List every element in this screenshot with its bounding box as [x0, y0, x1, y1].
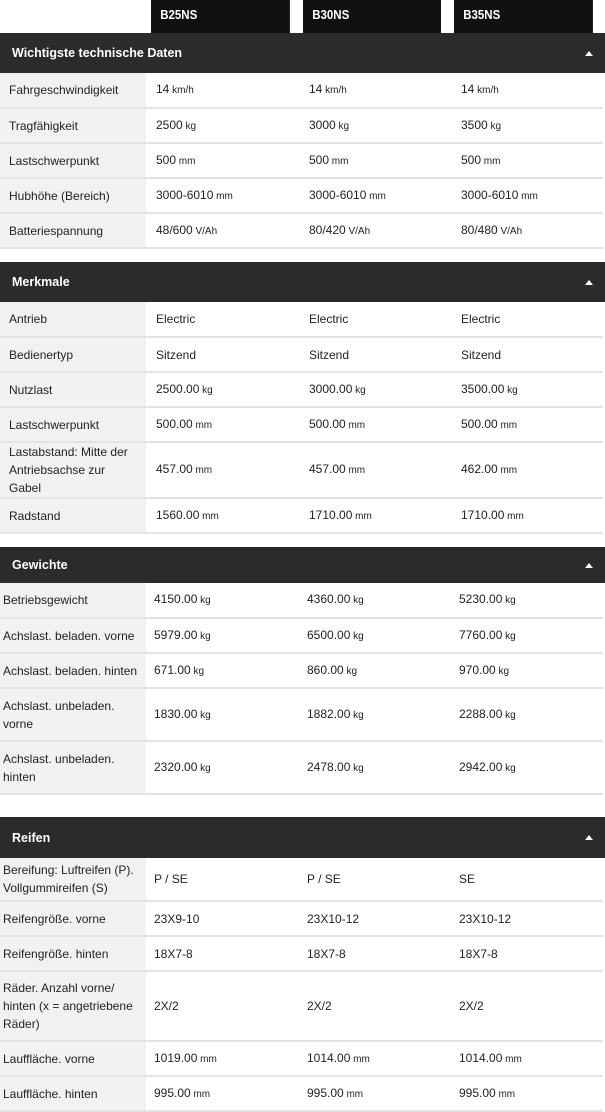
spec-value: [146, 936, 299, 971]
collapse-caret-icon[interactable]: [585, 51, 593, 56]
spec-value-number: 500.00: [156, 416, 193, 431]
section-title: Gewichte: [12, 558, 68, 572]
spec-label: Reifengröße. hinten: [0, 936, 146, 971]
spec-value-number: 1830.00: [154, 706, 198, 721]
spec-value-unit: kg: [350, 709, 364, 721]
spec-label: Radstand: [0, 498, 146, 533]
spec-value-unit: kg: [197, 595, 211, 606]
spec-value-unit: mm: [192, 419, 213, 431]
spec-value-number: SE: [459, 872, 476, 886]
spec-value: [299, 1041, 451, 1076]
spec-value-number: 500.00: [461, 416, 498, 431]
spec-row: [0, 688, 603, 741]
spec-value-number: P / SE: [154, 872, 188, 886]
spec-value: [451, 178, 603, 213]
spec-value: [451, 108, 603, 143]
spec-value: [451, 372, 603, 407]
model-header-row: [0, 0, 605, 33]
spec-value-number: 80/420: [309, 222, 346, 237]
spec-value-number: 7760.00: [459, 627, 503, 642]
spec-value: [299, 1076, 451, 1111]
spec-value: [146, 858, 299, 901]
spec-value-number: 970.00: [459, 662, 496, 677]
spec-value-number: 462.00: [461, 462, 498, 476]
spec-value-unit: kg: [502, 709, 516, 721]
spec-value-unit: V/Ah: [345, 225, 371, 237]
spec-value: [451, 442, 603, 498]
spec-value: [299, 372, 451, 407]
spec-value: [299, 936, 451, 971]
spec-value-number: 3000-6010: [156, 187, 214, 202]
spec-value: [146, 1076, 299, 1111]
spec-value: [299, 143, 451, 178]
model-column-header: B35NS: [454, 0, 593, 33]
spec-sections: [0, 33, 605, 1112]
spec-table: [0, 858, 603, 1112]
spec-value: [299, 858, 451, 901]
section-title: Merkmale: [12, 275, 70, 289]
spec-value-number: 1710.00: [309, 507, 353, 522]
spec-value-number: 671.00: [154, 662, 191, 677]
spec-table: [0, 583, 603, 795]
spec-value: [451, 618, 603, 653]
spec-value: [451, 971, 603, 1041]
spec-value-unit: mm: [343, 1088, 364, 1100]
spec-value-unit: mm: [495, 1088, 516, 1100]
spec-label: Betriebsgewicht: [0, 583, 146, 618]
spec-value: [146, 901, 299, 936]
spec-row: [0, 618, 603, 653]
spec-value-number: 48/600: [156, 222, 193, 237]
section-header[interactable]: [0, 262, 605, 302]
collapse-caret-icon[interactable]: [585, 563, 593, 568]
spec-row: [0, 407, 603, 442]
spec-row: [0, 73, 603, 108]
spec-row: [0, 302, 603, 337]
spec-row: [0, 583, 603, 618]
spec-value: [146, 337, 299, 372]
spec-value-number: 23X10-12: [307, 911, 360, 926]
spec-value-number: 3000: [309, 117, 336, 132]
spec-value-unit: kg: [197, 630, 211, 642]
spec-value-unit: mm: [350, 1053, 370, 1065]
spec-label: Fahrgeschwindigkeit: [0, 73, 146, 108]
spec-value-number: 18X7-8: [459, 946, 498, 961]
spec-label: Lastschwerpunkt: [0, 143, 146, 178]
spec-value-number: 18X7-8: [307, 946, 346, 961]
spec-value-number: 23X10-12: [459, 911, 512, 926]
spec-row: [0, 372, 603, 407]
model-column-header: B30NS: [303, 0, 441, 33]
spec-value: [299, 583, 451, 618]
spec-value-number: 2X/2: [459, 999, 484, 1013]
spec-value-unit: kg: [502, 595, 516, 606]
spec-value: [146, 73, 299, 108]
spec-label: Nutzlast: [0, 372, 146, 407]
spec-value: [299, 73, 451, 108]
spec-value: [451, 213, 603, 248]
spec-row: [0, 498, 603, 533]
spec-value-number: 3000.00: [309, 381, 353, 396]
spec-label: Achslast. unbeladen. vorne: [0, 688, 146, 741]
spec-value-number: 5979.00: [154, 627, 198, 642]
spec-label: Lastabstand: Mitte der Antriebsachse zur Gabel: [0, 442, 146, 498]
spec-row: [0, 213, 603, 248]
spec-value-unit: mm: [345, 465, 366, 476]
spec-label: Lauffläche. hinten: [0, 1076, 146, 1111]
spec-value-number: 14: [309, 82, 323, 96]
spec-value: [299, 108, 451, 143]
spec-value-number: 500: [156, 152, 177, 167]
spec-value: [451, 73, 603, 108]
spec-value-unit: mm: [481, 155, 501, 167]
spec-value: [299, 741, 451, 794]
spec-value-number: 2478.00: [307, 759, 351, 774]
spec-value-number: 3000-6010: [309, 187, 367, 202]
spec-value-number: 1014.00: [307, 1050, 351, 1065]
spec-value: [451, 407, 603, 442]
spec-value: [146, 688, 299, 741]
spec-row: [0, 1076, 603, 1111]
spec-value: [451, 653, 603, 688]
spec-value: [451, 143, 603, 178]
spec-value: [146, 971, 299, 1041]
spec-value: [299, 971, 451, 1041]
spec-label: Lastschwerpunkt: [0, 407, 146, 442]
spec-label: Lauffläche. vorne: [0, 1041, 146, 1076]
spec-value-unit: mm: [176, 155, 196, 167]
spec-value-number: 1014.00: [459, 1050, 503, 1065]
spec-value-number: 1710.00: [461, 507, 505, 522]
spec-value-number: 3000-6010: [461, 187, 519, 202]
spec-value: [146, 178, 299, 213]
spec-value-unit: mm: [504, 510, 524, 522]
spec-value-unit: km/h: [474, 85, 499, 96]
spec-value: [146, 143, 299, 178]
spec-row: [0, 936, 603, 971]
spec-row: [0, 442, 603, 498]
spec-value: [146, 741, 299, 794]
spec-value: [451, 936, 603, 971]
spec-row: [0, 901, 603, 936]
spec-value-unit: kg: [343, 665, 358, 677]
spec-value-unit: km/h: [169, 85, 194, 96]
spec-value-number: 14: [156, 82, 170, 96]
spec-label: Bedienertyp: [0, 337, 146, 372]
spec-table: [0, 302, 603, 534]
spec-value-number: 457.00: [156, 462, 193, 476]
spec-value-number: 18X7-8: [154, 946, 193, 961]
spec-value-unit: kg: [199, 384, 213, 396]
spec-value-number: Sitzend: [309, 347, 350, 362]
spec-value-number: 4150.00: [154, 592, 198, 606]
spec-value-number: 500: [461, 152, 482, 167]
spec-row: [0, 1041, 603, 1076]
spec-value-number: P / SE: [307, 872, 341, 886]
spec-value-unit: kg: [502, 630, 516, 642]
spec-row: [0, 741, 603, 794]
spec-value-number: 80/480: [461, 222, 498, 237]
spec-value: [299, 302, 451, 337]
spec-value: [299, 213, 451, 248]
spec-value-number: 2500: [156, 117, 183, 132]
spec-value: [146, 618, 299, 653]
spec-value: [146, 498, 299, 533]
spec-value-number: Sitzend: [156, 347, 197, 362]
spec-value: [299, 901, 451, 936]
spec-value: [299, 337, 451, 372]
spec-value-number: 1019.00: [154, 1050, 198, 1065]
spec-value-unit: km/h: [322, 85, 347, 96]
spec-value: [146, 302, 299, 337]
section-title: Reifen: [12, 831, 51, 845]
collapse-caret-icon[interactable]: [585, 280, 593, 285]
spec-value-unit: kg: [197, 709, 211, 721]
spec-value-number: 2500.00: [156, 381, 200, 396]
spec-label: Achslast. unbeladen. hinten: [0, 741, 146, 794]
spec-value-number: 4360.00: [307, 592, 351, 606]
spec-value-number: Sitzend: [461, 347, 502, 362]
spec-value-number: 457.00: [309, 462, 346, 476]
spec-row: [0, 653, 603, 688]
spec-value-number: 5230.00: [459, 592, 503, 606]
spec-value-number: 995.00: [307, 1085, 344, 1100]
spec-value: [299, 407, 451, 442]
spec-value: [451, 1041, 603, 1076]
spec-value: [451, 1076, 603, 1111]
spec-value-number: 2320.00: [154, 759, 198, 774]
spec-label: Achslast. beladen. vorne: [0, 618, 146, 653]
spec-label: Reifengröße. vorne: [0, 901, 146, 936]
spec-value-unit: kg: [335, 120, 350, 132]
section-header[interactable]: [0, 817, 605, 858]
spec-value: [451, 858, 603, 901]
spec-label: Antrieb: [0, 302, 146, 337]
spec-value-number: 1882.00: [307, 706, 351, 721]
spec-label: Räder. Anzahl vorne/ hinten (x = angetriebene Räder): [0, 971, 146, 1041]
spec-value-unit: mm: [497, 419, 518, 431]
section-header[interactable]: [0, 547, 605, 583]
spec-value: [146, 407, 299, 442]
spec-table: [0, 73, 603, 249]
spec-value-unit: kg: [495, 665, 510, 677]
spec-value: [299, 688, 451, 741]
spec-label: Batteriespannung: [0, 213, 146, 248]
spec-value-unit: V/Ah: [192, 225, 218, 237]
spec-label: Bereifung: Luftreifen (P). Vollgummireifen (S): [0, 858, 146, 901]
spec-value-number: Electric: [461, 312, 501, 326]
spec-value-number: 860.00: [307, 662, 344, 677]
spec-value-number: 23X9-10: [154, 911, 200, 926]
spec-value-unit: kg: [350, 595, 364, 606]
spec-value-unit: kg: [190, 665, 205, 677]
spec-value-number: 1560.00: [156, 507, 200, 522]
collapse-caret-icon[interactable]: [585, 835, 593, 840]
spec-value-unit: mm: [192, 465, 213, 476]
section-spacer: [0, 534, 605, 547]
spec-value: [146, 583, 299, 618]
spec-value: [146, 442, 299, 498]
spec-row: [0, 108, 603, 143]
spec-value-number: Electric: [309, 312, 349, 326]
spec-row: [0, 143, 603, 178]
spec-label: Tragfähigkeit: [0, 108, 146, 143]
spec-value: [451, 741, 603, 794]
spec-value: [299, 618, 451, 653]
section-spacer: [0, 795, 605, 817]
spec-value-unit: mm: [345, 419, 366, 431]
spec-value-unit: mm: [199, 510, 219, 522]
spec-value-unit: mm: [518, 190, 538, 202]
section-header[interactable]: [0, 33, 605, 73]
spec-value: [146, 372, 299, 407]
spec-value: [451, 498, 603, 533]
spec-row: [0, 178, 603, 213]
spec-value-unit: mm: [213, 190, 233, 202]
spec-value-number: 3500: [461, 117, 488, 132]
spec-value: [146, 1041, 299, 1076]
spec-value-number: 995.00: [154, 1085, 191, 1100]
spec-value: [451, 337, 603, 372]
spec-value-number: 500.00: [309, 416, 346, 431]
spec-value-number: 2X/2: [154, 999, 179, 1013]
section-spacer: [0, 249, 605, 262]
spec-value: [146, 213, 299, 248]
spec-value: [299, 498, 451, 533]
spec-value: [451, 688, 603, 741]
spec-value: [299, 653, 451, 688]
model-column-header: B25NS: [151, 0, 290, 33]
spec-value-number: 6500.00: [307, 627, 351, 642]
spec-value-unit: mm: [197, 1053, 217, 1065]
spec-value-unit: kg: [182, 120, 197, 132]
spec-value-number: Electric: [156, 312, 196, 326]
spec-value-unit: kg: [350, 762, 364, 774]
spec-row: [0, 858, 603, 901]
spec-value-unit: kg: [502, 762, 516, 774]
section-title: Wichtigste technische Daten: [12, 46, 183, 60]
spec-value: [451, 901, 603, 936]
spec-value-number: 3500.00: [461, 381, 505, 396]
spec-value-number: 995.00: [459, 1085, 496, 1100]
spec-value-unit: kg: [350, 630, 364, 642]
spec-value-unit: kg: [504, 384, 518, 396]
spec-value-number: 500: [309, 152, 330, 167]
spec-value: [299, 442, 451, 498]
spec-value: [146, 108, 299, 143]
spec-value-unit: kg: [197, 762, 211, 774]
spec-row: [0, 337, 603, 372]
spec-value: [299, 178, 451, 213]
spec-value: [451, 583, 603, 618]
spec-value-unit: mm: [190, 1088, 211, 1100]
spec-value-unit: mm: [329, 155, 349, 167]
spec-value: [451, 302, 603, 337]
spec-value-number: 2X/2: [307, 999, 332, 1013]
spec-label: Hubhöhe (Bereich): [0, 178, 146, 213]
spec-value-unit: kg: [487, 120, 502, 132]
spec-value-unit: kg: [352, 384, 366, 396]
spec-value-number: 14: [461, 82, 475, 96]
spec-value-unit: mm: [502, 1053, 522, 1065]
spec-value: [146, 653, 299, 688]
spec-value-number: 2942.00: [459, 759, 503, 774]
spec-value-unit: mm: [352, 510, 372, 522]
spec-value-unit: V/Ah: [497, 225, 523, 237]
spec-label: Achslast. beladen. hinten: [0, 653, 146, 688]
spec-value-number: 2288.00: [459, 706, 503, 721]
spec-value-unit: mm: [497, 465, 518, 476]
spec-value-unit: mm: [366, 190, 386, 202]
spec-row: [0, 971, 603, 1041]
